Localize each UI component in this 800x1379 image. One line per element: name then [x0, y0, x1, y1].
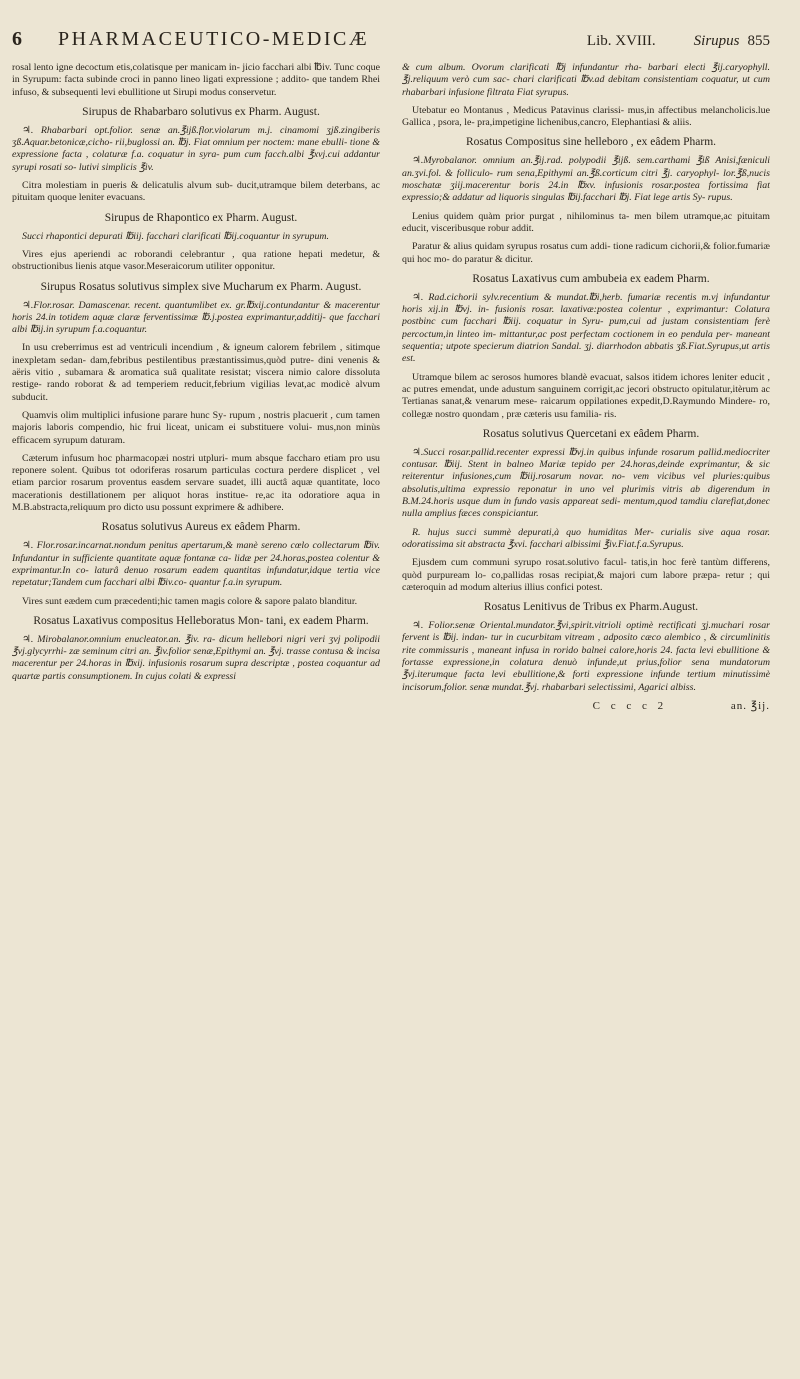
paragraph: Quamvis olim multiplici infusione parare hunc Sy- rupum , nostris placuerit , cum tamen majoris laboris compendio, hic frui liceat, unicam ei substituere volui- mus,non minùs efficacem syrupum daturam.: [12, 409, 380, 446]
recipe-text: ♃. Folior.senæ Oriental.mundator.℥vi,spirit.vitrioli optimè rectificati ʒj.muchari rosar fervent is ℔ij. indan- tur in cucurbitam vitream , adposito cæco alembico , & circumlinitis rite commissuris , maneant infusa in rorido balnei calore,horis 24. facta levi ebullitione & fortasse expressione,in colatura denuò infunde,ut prius,folior sena mundatorum ℥vj.iterumque facta levi ebullitione,& forti expressione infunde tertium minutissimè incisorum,folior. senæ mundat.℥vj. rhabarbari selectissimi, Agarici albiss.: [402, 620, 770, 693]
paragraph: Paratur & alius quidam syrupus rosatus cum addi- tione radicum cichorii,& folior.fumariæ qui hoc mo- do paratur & dicitur.: [402, 241, 770, 265]
text-columns: [12, 62, 770, 712]
section-heading: Sirupus Rosatus solutivus simplex sive Mucharum ex Pharm. August.: [40, 280, 362, 293]
section-heading: Sirupus de Rhapontico ex Pharm. August.: [104, 211, 298, 224]
running-title: PHARMACEUTICO-MEDICÆ: [58, 28, 370, 50]
folio-mark: 6: [12, 28, 22, 50]
recipe-text: Succi rhapontici depurati ℔iij. facchari clarificati ℔ij.coquantur in syrupum.: [22, 230, 329, 242]
paragraph: Vires sunt eædem cum præcedenti;hic tamen magis colore & sapore palato blanditur.: [22, 595, 358, 607]
left-column: [12, 62, 380, 712]
recipe-text: & cum album. Ovorum clarificati ℔j infundantur rha- barbari electi ℥ij.caryophyll. ℥j.reliquum verò cum sac- chari clarificati ℔v.ad debitam consistentiam coquatur, ut cum rhabarbari infusione filtrata Fiat syrupus.: [402, 62, 770, 98]
signature-mark: C c c c 2: [592, 699, 668, 712]
page-number: 855: [747, 33, 770, 49]
paragraph: Utramque bilem ac serosos humores blandè evacuat, salsos itidem ichores leniter educit , ac putres emendat, unde adustum sanguinem corrigit,ac jecori obstructo opitulatur,itèrum ac Tertianas sanat,& venarum mese- raicarum oppilationes expedit,D.Raymundo Mindere- ro, collegæ nostro quondam , præ cæteris usu familia- ris.: [402, 371, 770, 420]
recipe-text: ♃. Mirobalanor.omnium enucleator.an. ℥iv. ra- dicum hellebori nigri veri ʒvj polipodii ℥vj.glycyrrhi- zæ seminum citri an. ℥iv.folior senæ,Epithymi an. ℥vj. trasse contusa & incisa macerentur per 24.horas in ℔xij. infusionis rosarum supra descriptæ , postea coquantur ad quartæ partis consumptionem. In cujus colati & expressi: [12, 633, 380, 682]
paragraph: Cæterum infusum hoc pharmacopæi nostri utpluri- mum absque faccharo etiam pro usu reponere solent. Quibus tot odoriferas rosarum particulas coctura perdere displicet , vel etiam parcior rosarum proventus easdem servare suadet, illi auctâ aquæ quantitate, loco macerationis destillationem per aliquot horas institue- re,ac ita odoratiore aqua in M.B.abstracta,reliquum pro dicto usu possunt exprimere & adhibere.: [12, 452, 380, 514]
section-heading: Rosatus Lenitivus de Tribus ex Pharm.August.: [483, 601, 699, 614]
paragraph: Vires ejus aperiendi ac roborandi celebrantur , qua ratione hepati medetur, & obstructionibus lienis atque vasor.Meseraicorum utiliter opponitur.: [12, 248, 380, 273]
recipe-text: ♃. Rad.cichorii sylv.recentium & mundat.℔i,herb. fumariæ recentis m.vj infundantur horis xij.in ℔vj. in- fusionis rosar. laxativæ:postea colentur , exprimantur: Colatura postbinc cum facchari ℔iij. coquatur in Syru- pum,cui ad justam consistentiam ferè percoctum,in linteo im- mittantur,ac post perfectam coctionem in eo pendula per- maneant sequentia; utpote specierum diatrion Sandal. ʒj. diarrhodon abbatis ʒß.Fiat.Syrupus,ut artis est.: [402, 291, 770, 365]
catchword: an. ℥ij.: [730, 699, 770, 712]
paragraph: rosal lento igne decoctum etis,colatisque per manicam in- jicio facchari albi ℔iv. Tunc coque in Syrupum: facta subinde croci in panno lineo ligati expressione ; addito- que tandem Rhei infuso, & subsequenti levi ebullitione ut Sirupi modus conservetur.: [12, 62, 380, 98]
recipe-text: ♃.Flor.rosar. Damascenar. recent. quantumlibet ex. gr.℔xij.contundantur & macerentur horis 24.in totidem aquæ claræ ferventissimæ ℔.j.postea exprimantur,additij- que facchari albi ℔ij.in syrupum f.a.coquantur.: [12, 299, 380, 336]
section-heading: Rosatus solutivus Aureus ex eâdem Pharm.: [101, 521, 301, 534]
right-column: [402, 62, 770, 712]
paragraph: In usu creberrimus est ad ventriculi incendium , & igneum calorem febrilem , sitimque inexpletam sedan- dam,febribus pestilentibus præstantissimus,quòd putre- dini venenis & aëris vitio , subamara & aromatica suâ qualitate resistat; viscera nimio calore dissoluta restige- rando roborat & ad temperiem reducit,febrium vigilias levat,ac modicè alvum subducit.: [12, 342, 380, 403]
page-footer: [402, 700, 770, 712]
section-heading: Sirupus de Rhabarbaro solutivus ex Pharm. August.: [82, 105, 320, 118]
book-number: Lib. XVIII.: [586, 33, 656, 49]
paragraph: Citra molestiam in pueris & delicatulis alvum sub- ducit,utramque bilem deterbans, ac pituitam quoque leniter evacuans.: [12, 180, 380, 204]
running-head: [12, 28, 770, 58]
recipe-text: ♃. Rhabarbari opt.folior. senæ an.℥ijß.flor.violarum m.j. cinamomi ʒjß.zingiberis ʒß.Aquar.betonicæ,cicho- rii,buglossi an. ℔j. Fiat omnium per noctem: mane ebulli- tione & expressione facta , colaturæ f.a. coquatur in syra- pum cum facch.albi ℥xvj.cui addantur syrupi rosati so- lutivi simplicis ℥iv.: [12, 124, 380, 173]
recipe-text: ♃.Succi rosar.pallid.recenter expressi ℔vj.in quibus infunde rosarum pallid.mediocriter contusar. ℔iij. Stent in balneo Mariæ tepido per 24.horas,deinde exprimantur, & sic reiterentur infusiones,cum ℔iij.rosarum novar. no- vem vicibus vel pluries:quibus absolutis,ultima expressio reponatur in uno vel plurimis vitris ab digerendum in B.M.24.horis usque dum in fundo vasis appareat sedi- mentum,quod tamdiu clarefiat,donec nulla amplius fæces conspiciantur.: [402, 446, 770, 520]
section-heading: Rosatus Laxativus cum ambubeia ex eadem Pharm.: [472, 272, 710, 285]
section-heading: Rosatus solutivus Quercetani ex eâdem Pharm.: [482, 427, 700, 440]
paragraph: Ejusdem cum communi syrupo rosat.solutivo facul- tatis,in hoc ferè tantùm differens, quòd purpuream lo- co,pallidas rosas recipiat,& majori cum labore præpa- retur ; qui cæteroquin ad modum alterius illius confici potest.: [402, 557, 770, 593]
section-title: Sirupus: [693, 33, 740, 49]
recipe-text: ♃.Myrobalanor. omnium an.℥ij.rad. polypodii ℥ijß. sem.carthami ℥iß Anisi,fæniculi an.ʒvi.fol. & folliculo- rum sena,Epithymi an.℥ß.corticum citri ℥j. caryophyl- lor.℥ß,nucis moschatæ ʒiij.macerentur boris 24.in ℔xv. infusionis rosar.postea fortissima fiat expressio;& addatur ad liquoris singulas ℔ij.facchari ℔j. Fiat lege artis Sy- rupus.: [402, 155, 770, 204]
paragraph: Lenius quidem quàm prior purgat , nihilominus ta- men bilem utramque,ac pituitam educit, visceribusque robur addit.: [402, 210, 770, 234]
recipe-text: ♃. Flor.rosar.incarnat.nondum penitus apertarum,& manè sereno cœlo collectarum ℔iv. Infundantur in sufficiente quantitate aquæ fontanæ ca- lidæ per 24.horas,postea colentur & exprimantur.In co- laturâ denuo rosarum eadem quantitas infundatur,idque tertia vice repetatur;Tandem cum facchari albi ℔iv.co- quantur f.a.in syrupum.: [12, 540, 380, 589]
recipe-text: R. hujus succi summè depurati,à quo humiditas Mer- curialis sive aqua rosar. odoratissima sit abstracta ℥xvi. facchari albissimi ℥iv.Fiat.f.a.Syrupus.: [402, 526, 770, 550]
paragraph: Utebatur eo Montanus , Medicus Patavinus clarissi- mus,in affectibus melancholicis.lue Gallica , psora, le- pra,impetigine lichenibus,cancro, Elephantiasi & aliis.: [402, 104, 770, 129]
section-heading: Rosatus Laxativus compositus Helleboratus Mon- tani, ex eadem Pharm.: [33, 614, 369, 627]
section-heading: Rosatus Compositus sine helleboro , ex eâdem Pharm.: [465, 136, 717, 149]
